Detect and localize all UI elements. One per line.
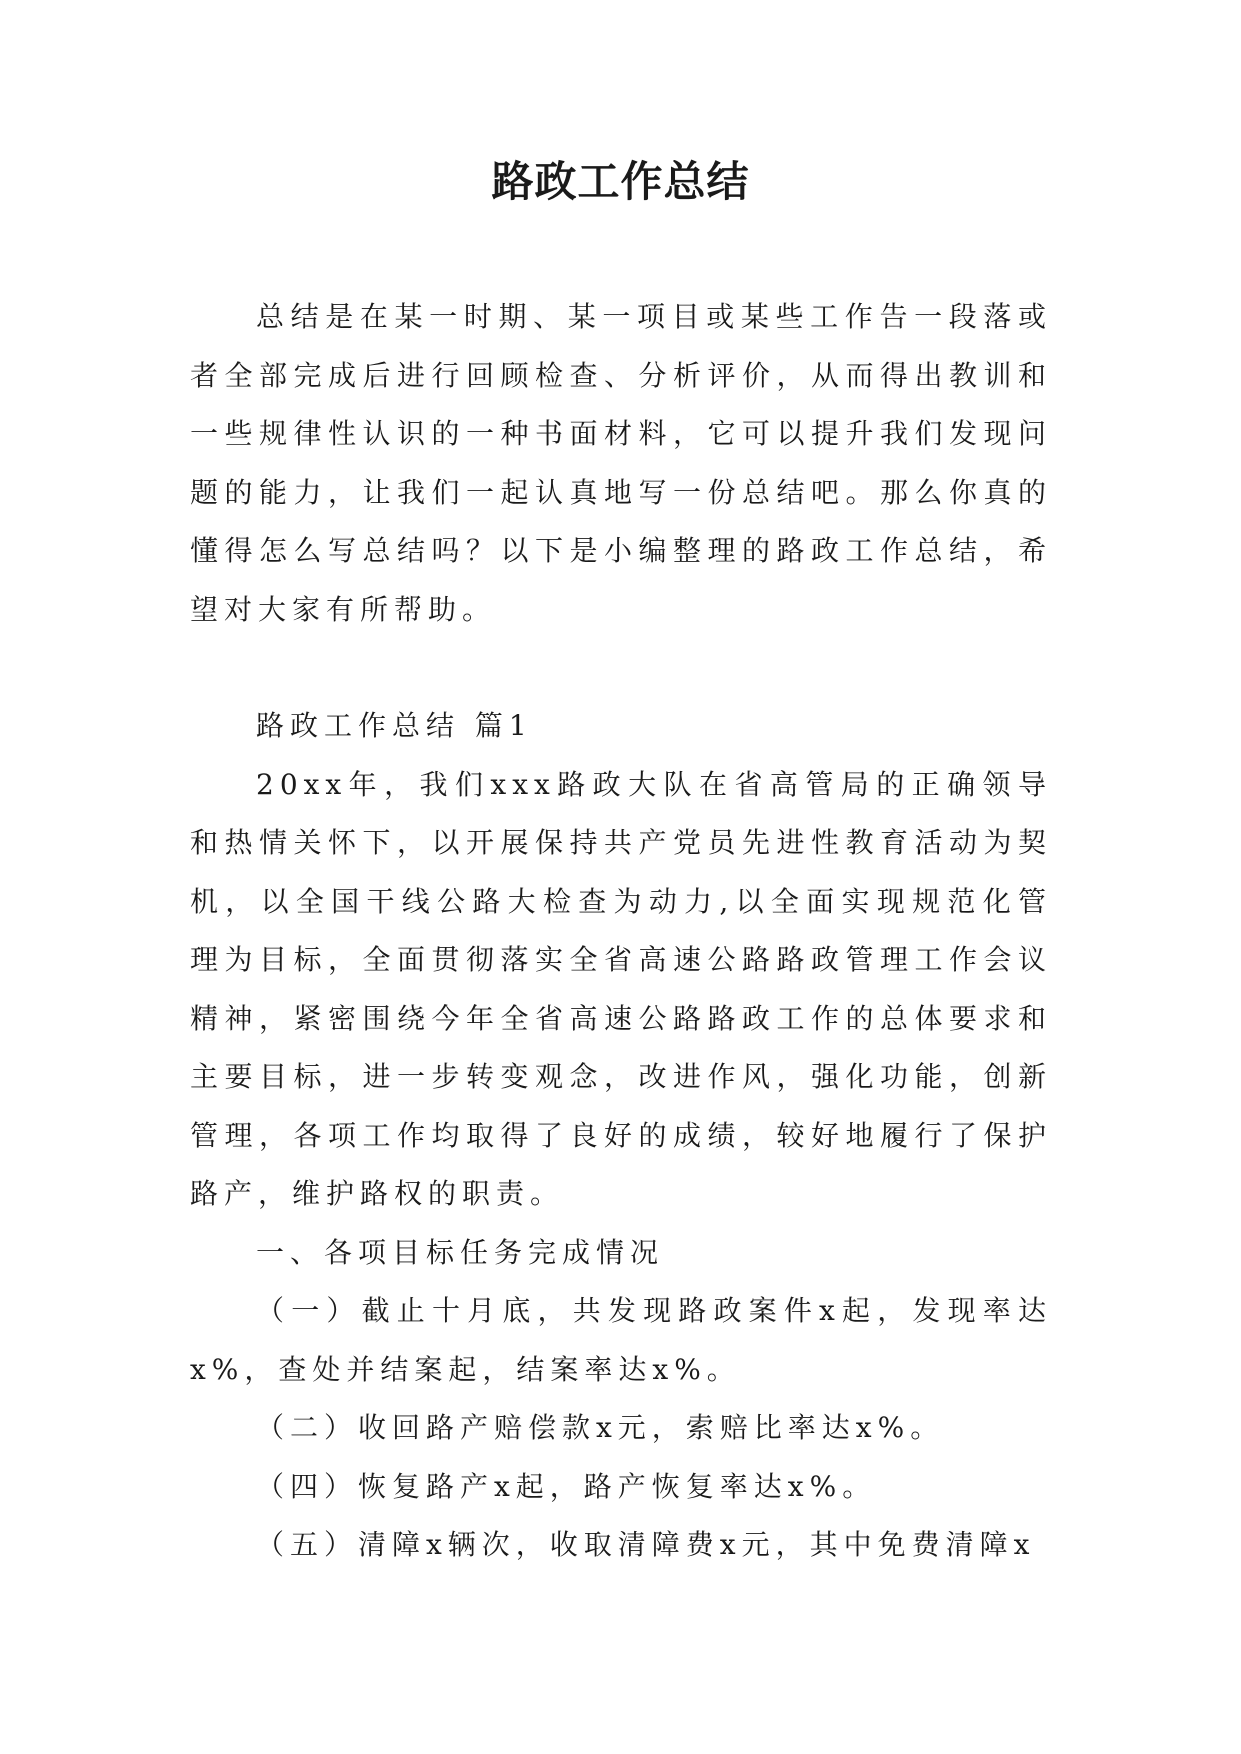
overview-paragraph: 20xx年，我们xxx路政大队在省高管局的正确领导和热情关怀下，以开展保持共产党员先进性教育活动为契机，以全国干线公路大检查为动力,以全面实现规范化管理为目标，全面贯彻落实全省高速公路路政管理工作会议精神，紧密围绕今年全省高速公路路政工作的总体要求和主要目标，进一步转变观念，改进作风，强化功能，创新管理，各项工作均取得了良好的成绩，较好地履行了保护路产，维护路权的职责。 [190, 767, 1052, 1210]
document-body [190, 288, 1052, 1575]
list-item-5: （五）清障x辆次，收取清障费x元，其中免费清障x [256, 1528, 1036, 1561]
intro-paragraph: 总结是在某一时期、某一项目或某些工作告一段落或者全部完成后进行回顾检查、分析评价，从而得出教训和一些规律性认识的一种书面材料，它可以提升我们发现问题的能力，让我们一起认真地写一份总结吧。那么你真的懂得怎么写总结吗？以下是小编整理的路政工作总结，希望对大家有所帮助。 [190, 300, 1052, 626]
document-title: 路政工作总结 [491, 157, 750, 206]
subsection-heading: 一、各项目标任务完成情况 [256, 1235, 665, 1269]
list-item-4: （四）恢复路产x起，路产恢复率达x%。 [256, 1469, 877, 1503]
list-item-2: （二）收回路产赔偿款x元，索赔比率达x%。 [256, 1411, 945, 1444]
list-item-1: （一）截止十月底，共发现路政案件x起，发现率达x%，查处并结案起，结案率达x%。 [190, 1294, 1052, 1386]
section-heading: 路政工作总结 篇1 [256, 709, 533, 742]
